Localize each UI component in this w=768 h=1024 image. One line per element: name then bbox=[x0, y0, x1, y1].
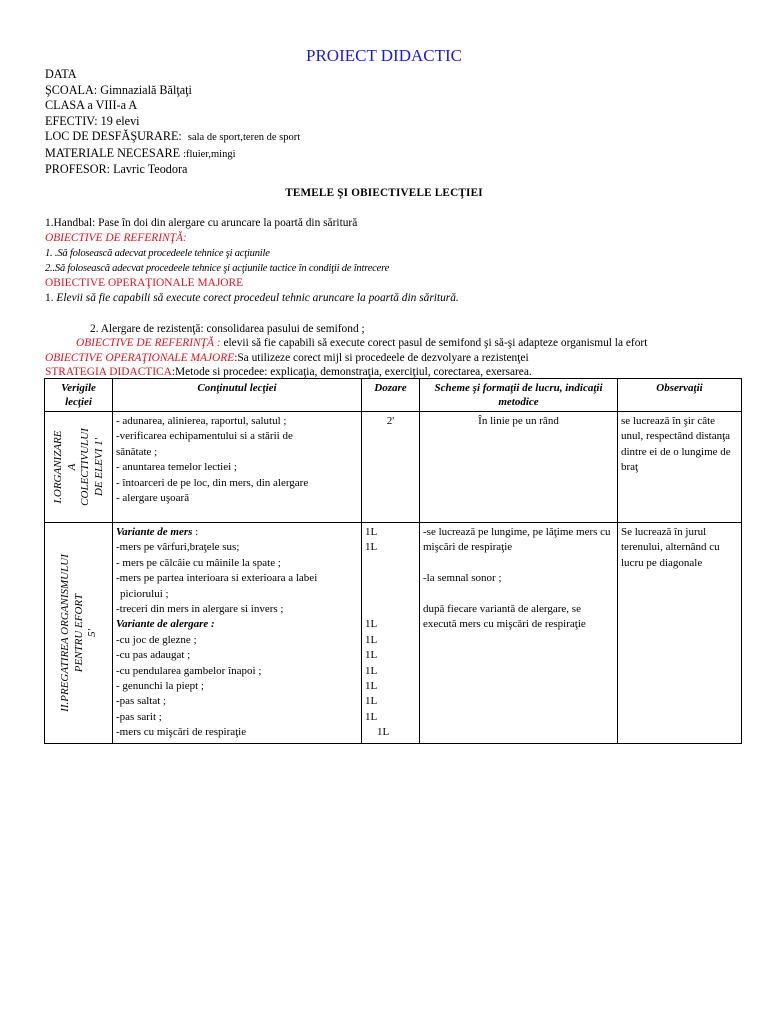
stage-label bbox=[58, 554, 99, 712]
content-line: - mers pe călcâie cu mâinile la spate ; bbox=[116, 556, 281, 569]
theme1-op-text: Elevii să fie capabili să execute corect procedeul tehnic aruncare la poartă din săritură. bbox=[56, 292, 459, 304]
theme2-strategy-text: :Metode si procedee: explicaţia, demonstraţia, exerciţiul, corectarea, exersarea. bbox=[171, 366, 532, 378]
meta-location-value: sala de sport,teren de sport bbox=[187, 132, 301, 143]
dose-value: 1L bbox=[365, 680, 378, 693]
content-line: -pas sarit ; bbox=[116, 710, 162, 723]
run-variants-title: Variante de alergare : bbox=[116, 618, 215, 631]
content-line: -cu joc de glezne ; bbox=[116, 633, 197, 646]
content-line: -mers pe vârfuri,braţele sus; bbox=[116, 541, 240, 554]
lesson-table bbox=[44, 378, 742, 744]
content-line: -pas saltat ; bbox=[116, 695, 167, 708]
dose-value: 1L bbox=[365, 633, 378, 646]
theme2-op bbox=[45, 352, 529, 364]
meta-students: EFECTIV: 19 elevi bbox=[45, 113, 140, 128]
dose-cell bbox=[362, 523, 420, 744]
content-cell bbox=[113, 412, 362, 523]
dose-value: 1L bbox=[365, 649, 378, 662]
dose-value: 1L bbox=[365, 618, 378, 631]
content-line: - genunchi la piept ; bbox=[116, 680, 204, 693]
content-line: sănătate ; bbox=[116, 445, 158, 458]
theme2-ref-text: elevii să fie capabili să execute corect pasul de semifond şi să-şi adapteze organismul la efort bbox=[223, 337, 648, 349]
stage-line: PENTRU EFORT bbox=[71, 593, 84, 673]
obs-cell: se lucrează în şir câte unul, respectând distanţa dintre ei de o lungime de braţ bbox=[618, 412, 742, 523]
meta-class: CLASA a VIII-a A bbox=[45, 98, 138, 112]
theme1-op-label: OBIECTIVE OPERAŢIONALE MAJORE bbox=[45, 277, 244, 289]
header-scheme: Scheme şi formaţii de lucru, indicaţii metodice bbox=[420, 379, 618, 412]
meta-location bbox=[45, 129, 300, 146]
section-title: TEMELE ŞI OBIECTIVELE LECŢIEI bbox=[285, 187, 483, 199]
stage-line: I.ORGANIZARE bbox=[51, 430, 64, 504]
content-line: -cu pendularea gambelor înapoi ; bbox=[116, 664, 262, 677]
content-line: -cu pas adaugat ; bbox=[116, 649, 191, 662]
content-line: - întoarceri de pe loc, din mers, din alergare bbox=[116, 476, 309, 489]
scheme-line: -la semnal sonor ; bbox=[423, 572, 502, 585]
page-title: PROIECT DIDACTIC bbox=[306, 46, 462, 65]
dose-value: 1L bbox=[365, 664, 378, 677]
content-line: - alergare uşoară bbox=[116, 492, 190, 505]
theme2-heading: 2. Alergare de rezistenţă: consolidarea pasului de semifond ; bbox=[90, 323, 365, 335]
table-header-row bbox=[45, 379, 742, 412]
content-line: -mers cu mişcări de respiraţie bbox=[116, 726, 247, 739]
obs-cell: Se lucrează în jurul terenului, alternând cu lucru pe diagonale bbox=[618, 523, 742, 744]
dose-value: 1L bbox=[365, 526, 378, 538]
content-line: piciorului ; bbox=[120, 587, 169, 600]
walk-title-text: Variante de mers bbox=[116, 526, 193, 538]
stage-label bbox=[52, 428, 106, 506]
theme2-strategy-label: STRATEGIA DIDACTICA bbox=[45, 366, 172, 378]
scheme-line: după fiecare variantă de alergare, se execută mers cu mişcări de respiraţie bbox=[423, 603, 586, 631]
content-line: - adunarea, alinierea, raportul, salutul ; bbox=[116, 415, 287, 427]
table-row bbox=[45, 412, 742, 523]
meta-materials-label: MATERIALE NECESARE bbox=[45, 145, 181, 160]
theme2-op-text: :Sa utilizeze corect mijl si procedeele de dezvolyare a rezistenţei bbox=[234, 352, 529, 364]
content-line: -treceri din mers in alergare si invers ; bbox=[116, 603, 284, 616]
theme2-strategy bbox=[45, 366, 532, 378]
stage-line: A bbox=[65, 463, 77, 471]
dose-cell: 2' bbox=[362, 412, 420, 523]
stage-line: COLECTIVULUI bbox=[78, 428, 91, 506]
scheme-cell bbox=[420, 523, 618, 744]
theme1-heading: 1.Handbal: Pase în doi din alergare cu aruncare la poartă din săritură bbox=[45, 217, 358, 229]
theme2-ref bbox=[76, 337, 647, 349]
meta-materials-value: :fluier,mingi bbox=[183, 148, 236, 160]
scheme-line: -se lucrează pe lungime, pe lăţime mers cu mişcări de respiraţie bbox=[423, 526, 611, 554]
theme2-op-label: OBIECTIVE OPERAŢIONALE MAJORE bbox=[45, 352, 235, 364]
stage-cell bbox=[45, 523, 113, 744]
meta-materials bbox=[45, 146, 300, 163]
header-stage: Verigile lecţiei bbox=[45, 379, 113, 412]
meta-teacher: PROFESOR: Lavric Teodora bbox=[45, 162, 188, 176]
stage-line: II.PREGATIREA ORGANISMULUI bbox=[58, 554, 71, 712]
dose-value: 1L bbox=[365, 695, 378, 708]
content-line: -mers pe partea interioara si exterioara a labei bbox=[116, 572, 318, 585]
dose-value: 1L bbox=[377, 726, 390, 739]
header-dose: Dozare bbox=[362, 379, 420, 412]
theme1-op bbox=[45, 292, 459, 304]
content-line: -verificarea echipamentului si a stării de bbox=[116, 430, 293, 443]
content-cell bbox=[113, 523, 362, 744]
theme1-ref-label: OBIECTIVE DE REFERINŢĂ: bbox=[45, 232, 187, 244]
header-content: Conţinutul lecţiei bbox=[113, 379, 362, 412]
scheme-cell: În linie pe un rând bbox=[420, 412, 618, 523]
stage-cell bbox=[45, 412, 113, 523]
dose-value: 1L bbox=[365, 710, 378, 723]
lesson-meta bbox=[45, 67, 300, 178]
meta-location-label: LOC DE DESFĂŞURARE: bbox=[45, 129, 182, 143]
theme1-op-number: 1. bbox=[45, 292, 57, 304]
table-row bbox=[45, 523, 742, 744]
stage-line: 5' bbox=[85, 628, 98, 637]
meta-school: ŞCOALA: Gimnazială Bălţaţi bbox=[45, 82, 192, 97]
header-obs: Observaţii bbox=[618, 379, 742, 412]
content-line: - anuntarea temelor lectiei ; bbox=[116, 461, 237, 474]
walk-title-suffix: : bbox=[192, 526, 199, 538]
theme1-ref1: 1. .Să folosească adecvat procedeele tehnice şi acţiunile bbox=[45, 248, 270, 259]
theme1-ref2: 2..Să folosească adecvat procedeele tehnice şi acţiunile tactice în condiţii de întrecere bbox=[45, 263, 390, 274]
theme2-ref-label: OBIECTIVE DE REFERINŢĂ : bbox=[76, 337, 221, 349]
walk-variants-title bbox=[116, 525, 358, 540]
stage-line: DE ELEVI 1' bbox=[92, 438, 104, 496]
dose-value: 1L bbox=[365, 541, 378, 554]
meta-date: DATA bbox=[45, 67, 77, 81]
